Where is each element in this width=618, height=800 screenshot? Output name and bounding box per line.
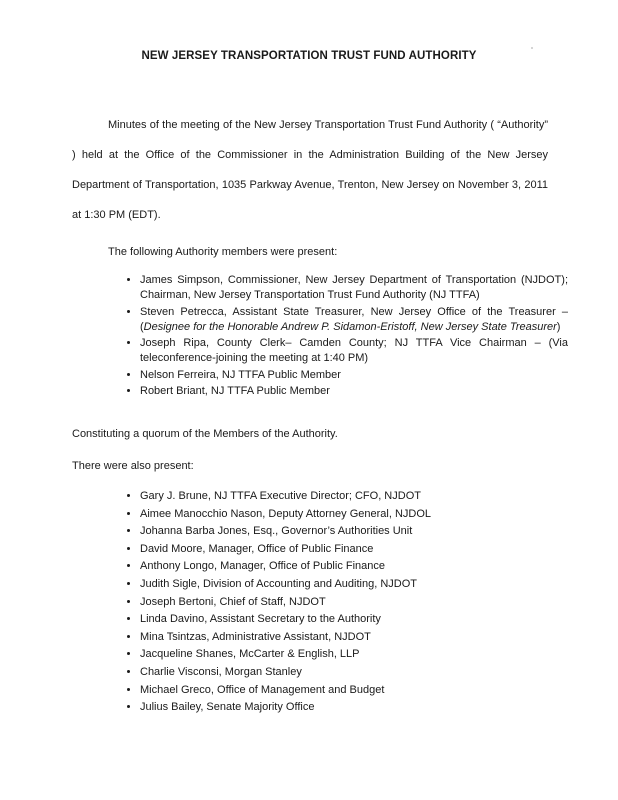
list-item: • Joseph Bertoni, Chief of Staff, NJDOT — [140, 594, 568, 612]
list-item: • Judith Sigle, Division of Accounting and Auditing, NJDOT — [140, 576, 568, 594]
document-title: NEW JERSEY TRANSPORTATION TRUST FUND AUTHORITY — [141, 50, 477, 62]
list-item: • Michael Greco, Office of Management and Budget — [140, 682, 568, 700]
member-text: Steven Petrecca, Assistant State Treasurer, New Jersey Office of the Treasurer – — [140, 305, 568, 318]
others-list — [118, 488, 568, 717]
list-item: • Anthony Longo, Manager, Office of Public Finance — [140, 558, 568, 576]
quorum-statement: Constituting a quorum of the Members of the Authority. — [72, 428, 338, 440]
list-item — [140, 273, 568, 303]
member-text: Joseph Ripa, County Clerk– Camden County; NJ TTFA Vice Chairman – (Via teleconference-joining the meeting at 1:40 PM) — [140, 337, 568, 364]
member-text: Robert Briant, NJ TTFA Public Member — [140, 385, 330, 397]
present-heading: The following Authority members were present: — [108, 246, 338, 258]
designee-note — [140, 321, 560, 333]
member-text: Nelson Ferreira, NJ TTFA Public Member — [140, 368, 341, 381]
also-present-heading: There were also present: — [72, 460, 194, 472]
list-item: • David Moore, Manager, Office of Public Finance — [140, 541, 568, 559]
list-item: • Linda Davino, Assistant Secretary to the Authority — [140, 611, 568, 629]
intro-paragraph: Minutes of the meeting of the New Jersey Transportation Trust Fund Authority ( “Authority” ) held at the Office of the Commissioner in the Administration Building of the New Jersey Department of Transportation, 1035 Parkway Avenue, Trenton, New Jersey on November 3, 2011 at 1:30 PM (EDT). — [72, 119, 548, 221]
list-item — [140, 368, 568, 383]
list-item — [140, 384, 568, 399]
paren-close: ) — [556, 320, 561, 333]
member-text: James Simpson, Commissioner, New Jersey Department of Transportation (NJDOT); Chairman, New Jersey Transportation Trust Fund Authority (NJ TTFA) — [140, 274, 568, 301]
list-item: • Gary J. Brune, NJ TTFA Executive Director; CFO, NJDOT — [140, 488, 568, 506]
list-item: • Johanna Barba Jones, Esq., Governor’s Authorities Unit — [140, 523, 568, 541]
list-item — [140, 305, 568, 335]
list-item — [140, 336, 568, 366]
list-item: • Mina Tsintzas, Administrative Assistant, NJDOT — [140, 629, 568, 647]
designee-text: Designee for the Honorable Andrew P. Sidamon-Eristoff, New Jersey State Treasurer — [143, 320, 557, 333]
scan-speck — [531, 47, 533, 49]
list-item: • Julius Bailey, Senate Majority Office — [140, 699, 568, 717]
list-item: • Aimee Manocchio Nason, Deputy Attorney General, NJDOL — [140, 506, 568, 524]
list-item: • Jacqueline Shanes, McCarter & English, LLP — [140, 646, 568, 664]
members-list — [118, 273, 568, 401]
list-item: • Charlie Visconsi, Morgan Stanley — [140, 664, 568, 682]
paren-open: ( — [140, 320, 144, 333]
